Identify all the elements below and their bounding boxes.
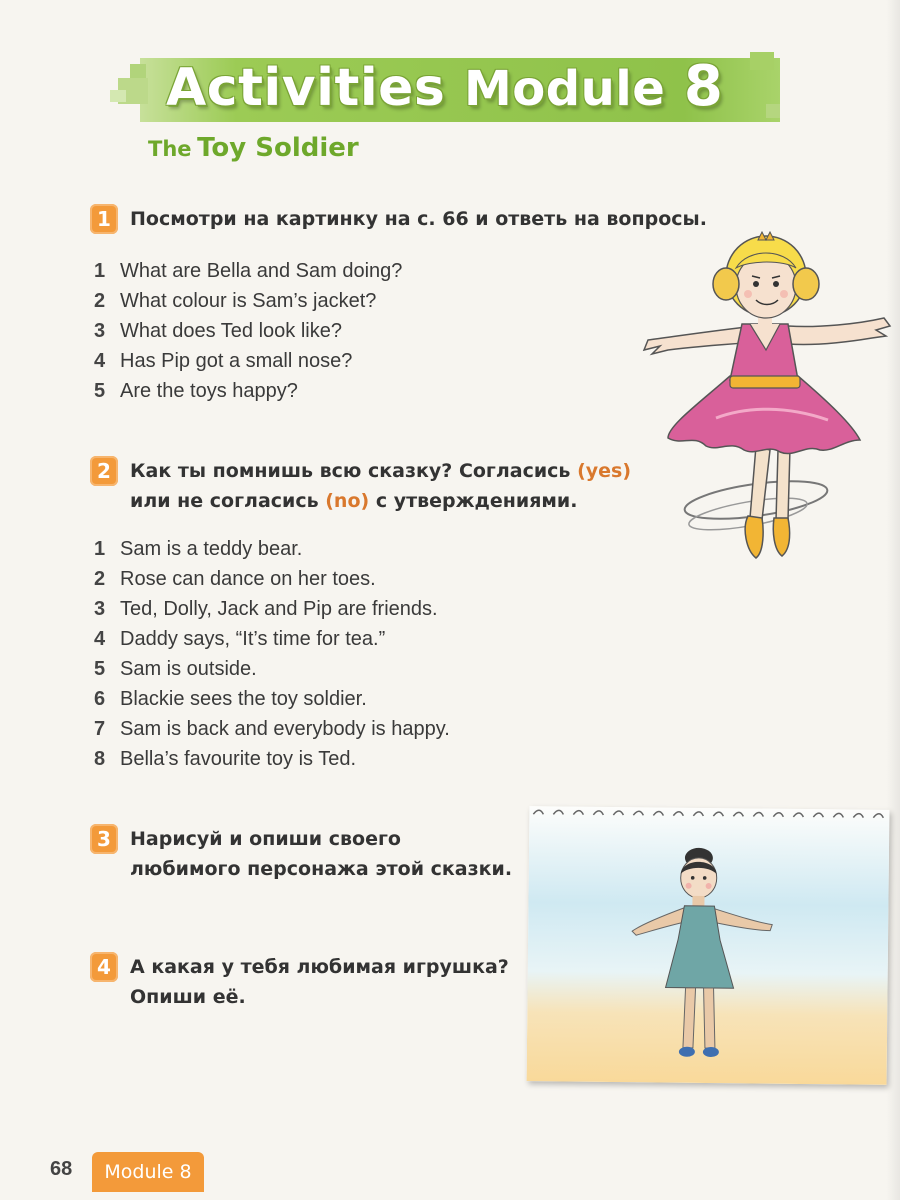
page-number: 68	[50, 1158, 73, 1180]
list-item	[94, 376, 402, 406]
item-text: What are Bella and Sam doing?	[120, 260, 403, 282]
banner-title	[166, 54, 723, 124]
item-text: Rose can dance on her toes.	[120, 568, 376, 590]
item-text: Are the toys happy?	[120, 380, 298, 402]
exercise-3-instruction	[130, 824, 512, 884]
item-number: 3	[94, 320, 106, 342]
exercise-3-heading	[90, 824, 512, 884]
item-text: Sam is a teddy bear.	[120, 538, 303, 560]
exercise-number-badge: 4	[90, 952, 118, 982]
item-number: 5	[94, 380, 106, 402]
item-text: Sam is outside.	[120, 658, 257, 680]
banner-title-word2: Module	[463, 61, 666, 117]
list-item	[94, 316, 402, 346]
item-text: Bella’s favourite toy is Ted.	[120, 748, 357, 770]
list-item	[94, 346, 402, 376]
exercise-number-badge: 2	[90, 456, 118, 486]
item-number: 4	[94, 350, 106, 372]
exercise-1-heading	[90, 204, 707, 234]
item-number: 8	[94, 748, 106, 770]
no-accent: (no)	[325, 490, 370, 512]
item-number: 1	[94, 260, 106, 282]
yes-accent: (yes)	[577, 460, 632, 482]
item-number: 1	[94, 538, 106, 560]
story-subtitle	[148, 133, 359, 163]
list-item	[94, 744, 450, 774]
exercise-2-heading	[90, 456, 631, 516]
list-item	[94, 624, 450, 654]
item-text: What colour is Sam’s jacket?	[120, 290, 377, 312]
list-item	[94, 654, 450, 684]
subtitle-small: The	[148, 137, 192, 161]
item-number: 4	[94, 628, 106, 650]
item-text: What does Ted look like?	[120, 320, 342, 342]
item-text: Has Pip got a small nose?	[120, 350, 353, 372]
item-number: 2	[94, 290, 106, 312]
item-text: Daddy says, “It’s time for tea.”	[120, 628, 386, 650]
exercise-1-questions	[94, 256, 402, 406]
banner-title-number: 8	[683, 54, 724, 119]
module-tab: Module 8	[92, 1152, 204, 1192]
instruction-line-2: любимого персонажа этой сказки.	[130, 858, 513, 880]
exercise-2-statements	[94, 534, 450, 774]
list-item	[94, 714, 450, 744]
ballerina-illustration	[638, 228, 896, 578]
exercise-4-heading	[90, 952, 509, 1012]
exercise-number-badge: 1	[90, 204, 118, 234]
item-number: 3	[94, 598, 106, 620]
page-edge-shadow	[886, 0, 900, 1200]
item-number: 7	[94, 718, 106, 740]
exercise-number-badge: 3	[90, 824, 118, 854]
instruction-line-1: А какая у тебя любимая игрушка?	[130, 956, 509, 978]
drawing-card-illustration	[527, 806, 890, 1085]
exercise-4-instruction	[130, 952, 509, 1012]
instruction-line-1: Нарисуй и опиши своего	[130, 828, 401, 850]
instruction-text: с утверждениями.	[375, 490, 578, 512]
item-text: Blackie sees the toy soldier.	[120, 688, 367, 710]
list-item	[94, 286, 402, 316]
list-item	[94, 564, 450, 594]
item-number: 5	[94, 658, 106, 680]
instruction-text: или не согласись	[130, 490, 319, 512]
item-number: 6	[94, 688, 106, 710]
banner-title-word1: Activities	[166, 58, 446, 118]
instruction-text: Как ты помнишь всю сказку? Согласись	[130, 460, 571, 482]
item-text: Ted, Dolly, Jack and Pip are friends.	[120, 598, 438, 620]
drawing-card	[527, 806, 890, 1085]
subtitle-large: Toy Soldier	[197, 133, 359, 163]
title-banner	[110, 48, 780, 128]
list-item	[94, 684, 450, 714]
list-item	[94, 594, 450, 624]
exercise-1-instruction: Посмотри на картинку на с. 66 и ответь на вопросы.	[130, 208, 707, 230]
list-item	[94, 534, 450, 564]
item-text: Sam is back and everybody is happy.	[120, 718, 450, 740]
list-item	[94, 256, 402, 286]
exercise-2-instruction	[130, 456, 631, 516]
item-number: 2	[94, 568, 106, 590]
instruction-line-2: Опиши её.	[130, 986, 246, 1008]
